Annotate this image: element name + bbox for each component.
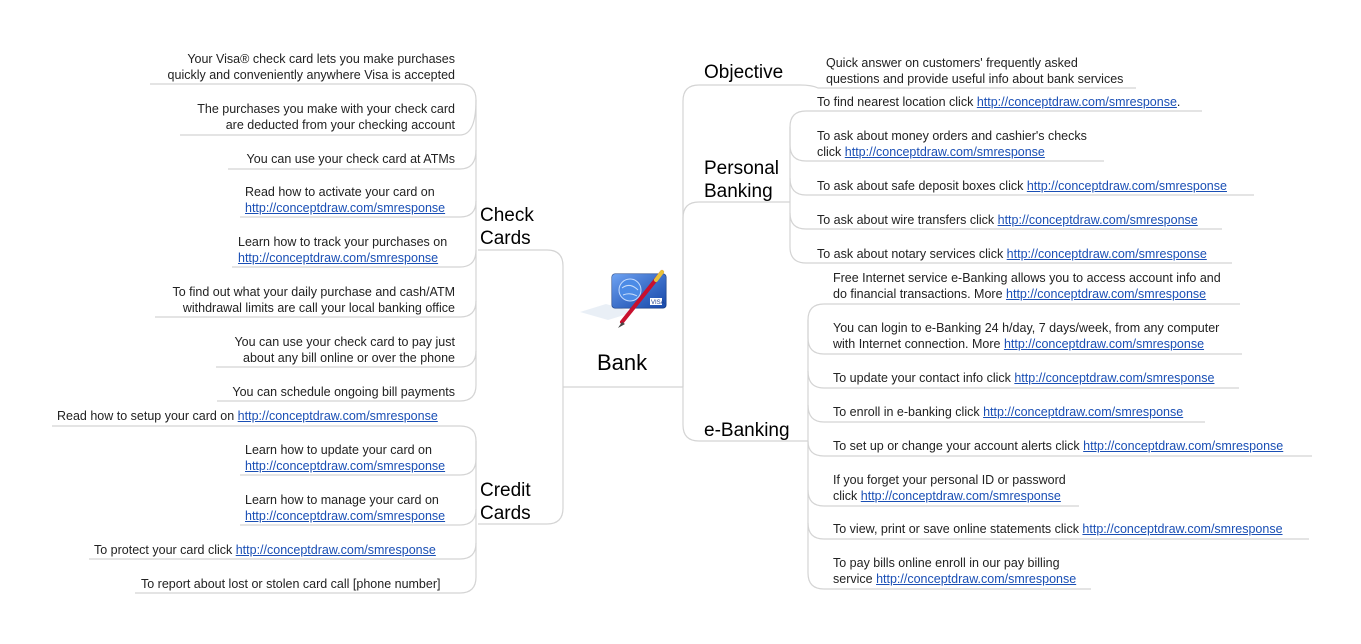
smresponse-link[interactable]: http://conceptdraw.com/smresponse [238, 251, 439, 265]
smresponse-link[interactable]: http://conceptdraw.com/smresponse [860, 489, 1061, 503]
smresponse-link[interactable]: http://conceptdraw.com/smresponse [237, 409, 438, 423]
ebanking-note-forgot-id: If you forget your personal ID or password click http://conceptdraw.com/smresponse [833, 473, 1066, 503]
smresponse-link[interactable]: http://conceptdraw.com/smresponse [876, 572, 1077, 586]
check-card-note-atm: You can use your check card at ATMs [246, 152, 455, 166]
ebanking-note-alerts: To set up or change your account alerts click http://conceptdraw.com/smresponse [833, 439, 1284, 453]
check-card-note-track: Learn how to track your purchases on http://conceptdraw.com/smresponse [238, 235, 448, 265]
branch-label-line2: Cards [480, 503, 531, 524]
ebanking-note-pay-bills: To pay bills online enroll in our pay billing service http://conceptdraw.com/smresponse [833, 556, 1077, 586]
check-card-note-schedule: You can schedule ongoing bill payments [232, 385, 455, 399]
ebanking-note-statements: To view, print or save online statements click http://conceptdraw.com/smresponse [833, 522, 1283, 536]
objective-note: Quick answer on customers' frequently asked questions and provide useful info about bank services [826, 56, 1124, 86]
smresponse-link[interactable]: http://conceptdraw.com/smresponse [1026, 179, 1227, 193]
branch-check-cards [480, 204, 534, 250]
ebanking-note-enroll: To enroll in e-banking click http://conceptdraw.com/smresponse [833, 405, 1184, 419]
smresponse-link[interactable]: http://conceptdraw.com/smresponse [997, 213, 1198, 227]
personal-note-location: To find nearest location click http://conceptdraw.com/smresponse. [817, 95, 1181, 109]
personal-note-wire-transfers: To ask about wire transfers click http://conceptdraw.com/smresponse [817, 213, 1198, 227]
smresponse-link[interactable]: http://conceptdraw.com/smresponse [1014, 371, 1215, 385]
smresponse-link[interactable]: http://conceptdraw.com/smresponse [976, 95, 1177, 109]
smresponse-link[interactable]: http://conceptdraw.com/smresponse [844, 145, 1045, 159]
branch-e-banking: e-Banking [704, 420, 790, 441]
smresponse-link[interactable]: http://conceptdraw.com/smresponse [245, 459, 446, 473]
ebanking-note-contact-info: To update your contact info click http://conceptdraw.com/smresponse [833, 371, 1215, 385]
central-topic: Bank [597, 350, 648, 375]
smresponse-link[interactable]: http://conceptdraw.com/smresponse [1006, 287, 1207, 301]
smresponse-link[interactable]: http://conceptdraw.com/smresponse [1003, 337, 1205, 351]
personal-note-money-orders: To ask about money orders and cashier's checks click http://conceptdraw.com/smresponse [817, 129, 1087, 159]
check-card-note-deducted: The purchases you make with your check card are deducted from your checking account [197, 102, 455, 132]
smresponse-link[interactable]: http://conceptdraw.com/smresponse [1006, 247, 1207, 261]
personal-note-deposit-boxes: To ask about safe deposit boxes click http://conceptdraw.com/smresponse [817, 179, 1227, 193]
credit-card-pen-icon [578, 268, 670, 335]
smresponse-link[interactable]: http://conceptdraw.com/smresponse [1082, 522, 1283, 536]
branch-label-line2: Banking [704, 181, 773, 202]
smresponse-link[interactable]: http://conceptdraw.com/smresponse [245, 509, 446, 523]
branch-label-line1: Credit [480, 480, 531, 501]
ebanking-note-login: You can login to e-Banking 24 h/day, 7 days/week, from any computer with Internet connection. More http://conceptdraw.com/smresponse [833, 321, 1220, 351]
credit-card-note-setup: Read how to setup your card on http://conceptdraw.com/smresponse [57, 409, 438, 423]
check-card-note-limits: To find out what your daily purchase and cash/ATM withdrawal limits are call your local banking office [172, 285, 455, 315]
branch-objective: Objective [704, 62, 784, 83]
branch-credit-cards [480, 479, 531, 525]
credit-card-note-update: Learn how to update your card on http://conceptdraw.com/smresponse [245, 443, 446, 473]
credit-card-note-protect: To protect your card click http://conceptdraw.com/smresponse [94, 543, 436, 557]
smresponse-link[interactable]: http://conceptdraw.com/smresponse [245, 201, 446, 215]
smresponse-link[interactable]: http://conceptdraw.com/smresponse [983, 405, 1184, 419]
credit-card-note-lost: To report about lost or stolen card call [phone number] [141, 577, 441, 591]
svg-text:VISA: VISA [651, 300, 665, 306]
smresponse-link[interactable]: http://conceptdraw.com/smresponse [235, 543, 436, 557]
check-card-note-pay-bills: You can use your check card to pay just about any bill online or over the phone [234, 335, 455, 365]
branch-label-line1: Check [480, 205, 534, 226]
branch-personal-banking [704, 157, 779, 203]
credit-card-note-manage: Learn how to manage your card on http://conceptdraw.com/smresponse [245, 493, 446, 523]
personal-note-notary: To ask about notary services click http://conceptdraw.com/smresponse [817, 247, 1207, 261]
check-card-note-visa: Your Visa® check card lets you make purchases quickly and conveniently anywhere Visa is accepted [167, 52, 455, 82]
check-card-note-activate: Read how to activate your card on http://conceptdraw.com/smresponse [245, 185, 446, 215]
branch-label-line2: Cards [480, 228, 531, 249]
branch-label-line1: Personal [704, 158, 779, 179]
smresponse-link[interactable]: http://conceptdraw.com/smresponse [1083, 439, 1284, 453]
ebanking-note-free-service: Free Internet service e-Banking allows you to access account info and do financial transactions. More http://conceptdraw.com/smresponse [833, 271, 1221, 301]
